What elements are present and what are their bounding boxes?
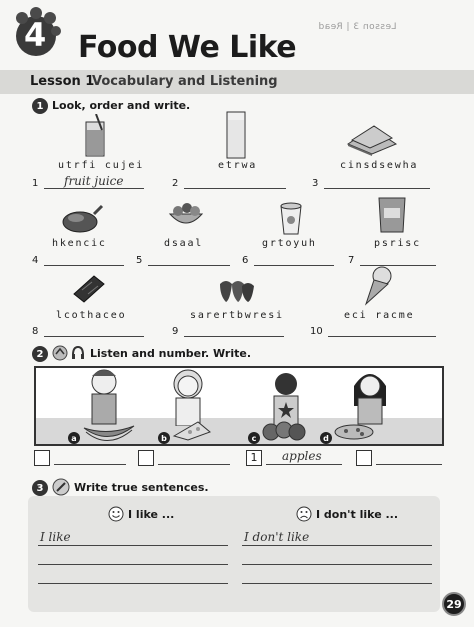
number-box-a[interactable] [34, 450, 50, 466]
yoghurt-icon [278, 200, 304, 240]
water-icon [224, 110, 248, 164]
dislike-label: I don't like ... [316, 508, 399, 521]
scrambled-word-10: eci racme [344, 310, 415, 321]
lesson-title: Vocabulary and Listening [92, 74, 278, 89]
recycle-icon [52, 345, 68, 365]
item-number-8: 8 [32, 326, 39, 337]
number-box-b[interactable] [138, 450, 154, 466]
dislike-line-1[interactable] [242, 545, 432, 546]
answer-line-3[interactable] [324, 188, 430, 189]
scrambled-word-6: grtoyuh [262, 238, 317, 249]
crisps-icon [376, 196, 408, 238]
scrambled-word-7: psrisc [374, 238, 421, 249]
item-number-7: 7 [348, 255, 355, 266]
exercise-3-number: 3 [32, 480, 48, 496]
answer-line-1 [44, 188, 144, 189]
item-number-3: 3 [312, 178, 319, 189]
item-number-4: 4 [32, 255, 39, 266]
like-example[interactable]: I like [40, 530, 71, 544]
exercise-3-instruction: Write true sentences. [74, 481, 209, 494]
label-d: d [320, 432, 332, 444]
item-number-9: 9 [172, 326, 179, 337]
ice-cream-icon [360, 266, 394, 310]
dislike-line-3[interactable] [242, 583, 432, 584]
label-b: b [158, 432, 170, 444]
scrambled-word-1: utrfi cujei [58, 160, 145, 171]
page-title: Food We Like [78, 30, 297, 65]
scrambled-word-8: lcothaceo [56, 310, 127, 321]
item-number-2: 2 [172, 178, 179, 189]
dislike-example[interactable]: I don't like [244, 530, 310, 544]
number-box-d[interactable] [356, 450, 372, 466]
answer-line-2[interactable] [184, 188, 286, 189]
scrambled-word-3: cinsdsewha [340, 160, 419, 171]
chocolate-icon [70, 272, 108, 308]
exercise-2-number: 2 [32, 346, 48, 362]
answer-line-10[interactable] [328, 336, 436, 337]
scrambled-word-4: hkencic [52, 238, 107, 249]
answer-line-d[interactable] [376, 464, 442, 465]
bleed-through-text: Lesson 3 | Read [318, 22, 397, 32]
like-label: I like ... [128, 508, 175, 521]
answer-line-4[interactable] [44, 265, 124, 266]
answer-c-text[interactable]: apples [282, 449, 322, 463]
item-number-5: 5 [136, 255, 143, 266]
answer-line-8[interactable] [44, 336, 144, 337]
happy-face-icon [108, 506, 124, 526]
salad-icon [166, 200, 206, 234]
chicken-icon [60, 200, 104, 240]
label-a: a [68, 432, 80, 444]
exercise-1-instruction: Look, order and write. [52, 99, 191, 112]
item-number-1: 1 [32, 178, 39, 189]
answer-1[interactable]: fruit juice [64, 174, 124, 188]
juice-icon [80, 114, 112, 162]
like-line-3[interactable] [38, 583, 228, 584]
scrambled-word-9: sarertbwresi [190, 310, 284, 321]
apples-icon [262, 420, 306, 446]
answer-line-c[interactable] [266, 464, 342, 465]
headphones-icon [70, 345, 86, 365]
scrambled-word-2: etrwa [218, 160, 258, 171]
item-number-10: 10 [310, 326, 323, 337]
unit-number: 4 [24, 16, 47, 54]
number-box-c[interactable]: 1 [246, 450, 262, 466]
exercise-1-number: 1 [32, 98, 48, 114]
item-number-6: 6 [242, 255, 249, 266]
pizza-icon [334, 424, 374, 444]
answer-line-9[interactable] [184, 336, 284, 337]
dislike-line-2[interactable] [242, 564, 432, 565]
like-line-1[interactable] [38, 545, 228, 546]
exercise-2-instruction: Listen and number. Write. [90, 347, 252, 360]
sad-face-icon [296, 506, 312, 526]
answer-line-a[interactable] [54, 464, 126, 465]
page-number: 29 [442, 592, 466, 616]
like-line-2[interactable] [38, 564, 228, 565]
lesson-label: Lesson 1 [30, 74, 95, 89]
answer-line-5[interactable] [148, 265, 230, 266]
bananas-icon [82, 420, 136, 446]
girl-dark-hair-child-icon [348, 366, 392, 430]
strawberries-icon [214, 276, 256, 308]
scrambled-word-5: dsaal [164, 238, 204, 249]
label-c: c [248, 432, 260, 444]
answer-line-b[interactable] [158, 464, 230, 465]
cheese-icon [172, 420, 212, 446]
answer-line-6[interactable] [254, 265, 334, 266]
sandwich-icon [346, 124, 398, 160]
